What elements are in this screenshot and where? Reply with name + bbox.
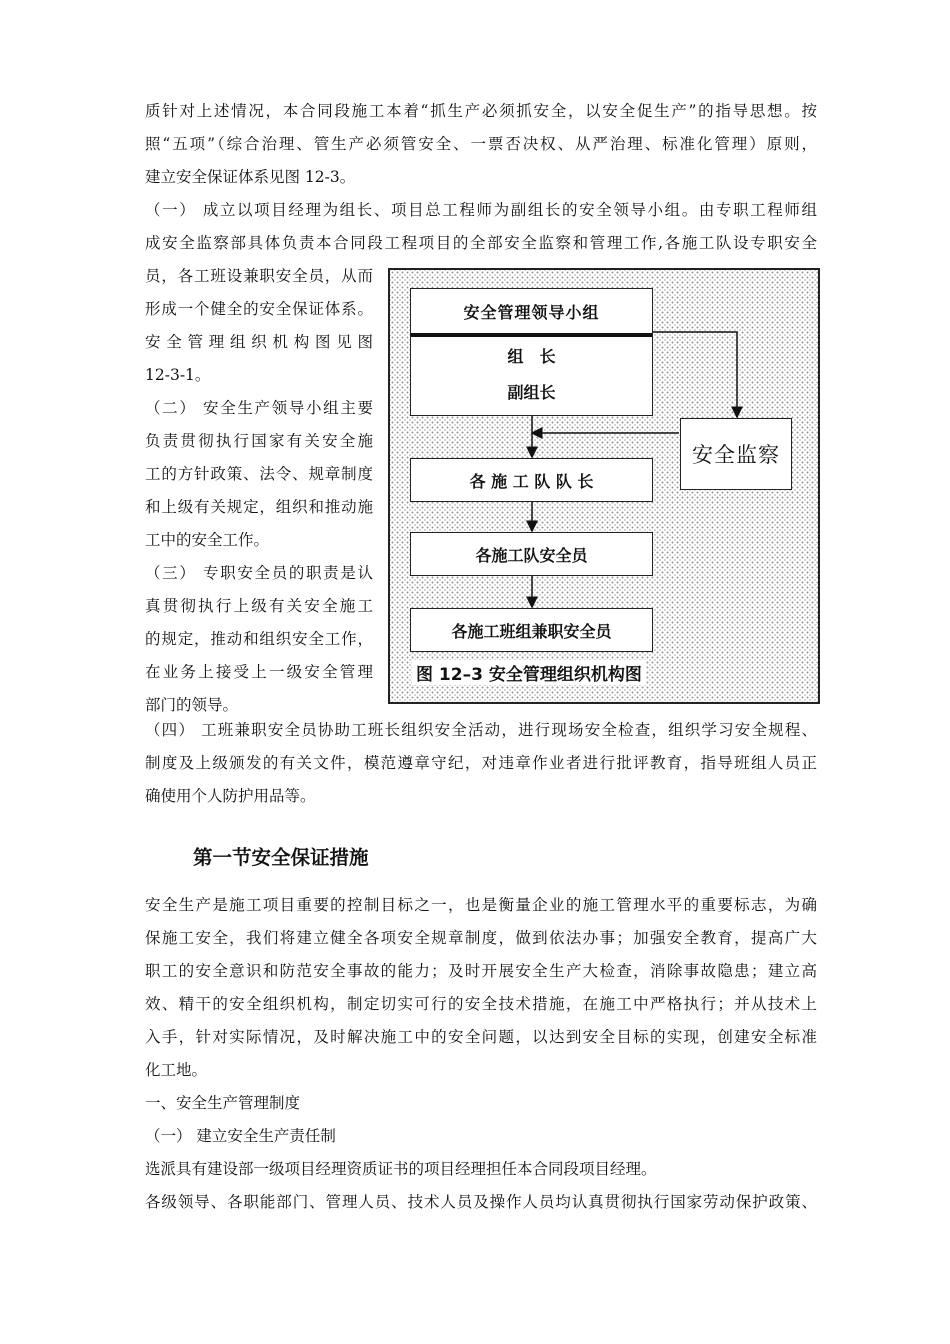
body-text-line: 入手，针对实际情况，及时解决施工中的安全问题，以达到安全目标的实现，创建安全标准 [145, 1028, 817, 1046]
side-text-line: 工的方针政策、法令、规章制度 [145, 465, 373, 483]
side-text-line: 部门的领导。 [145, 696, 239, 714]
figure-caption: 图 12–3 安全管理组织机构图 [412, 660, 646, 685]
body-text-line: 确使用个人防护用品等。 [145, 787, 316, 805]
side-text-line: 在业务上接受上一级安全管理 [145, 663, 373, 681]
side-text-line: 的规定，推动和组织安全工作， [145, 630, 373, 648]
team-safety-officer-box: 各施工队安全员 [410, 532, 653, 576]
body-text-line: 职工的安全意识和防范安全事故的能力；及时开展安全生产大检查，消除事故隐患；建立高 [145, 962, 817, 980]
body-text-line: 效、精干的安全组织机构，制定切实可行的安全技术措施，在施工中严格执行；并从技术上 [145, 995, 817, 1013]
side-text-line: 形成一个健全的安全保证体系。 [145, 300, 373, 318]
leader-group-title: 安全管理领导小组 [463, 302, 600, 322]
leader-role-head: 组 长 [507, 346, 556, 366]
section-heading: 第一节安全保证措施 [193, 846, 369, 869]
side-text-line: （三） 专职安全员的职责是认 [145, 564, 373, 582]
body-text-line: 成安全监察部具体负责本合同段工程项目的全部安全监察和管理工作,各施工队设专职安全 [145, 234, 817, 252]
body-text-line: （一） 成立以项目经理为组长、项目总工程师为副组长的安全领导小组。由专职工程师组 [145, 201, 817, 219]
body-text-line: 建立安全保证体系见图 12-3。 [145, 168, 356, 186]
arrow-leader-to-supervision [653, 332, 737, 417]
side-text-line: 员，各工班设兼职安全员，从而 [145, 267, 373, 285]
body-text-line: 各级领导、各职能部门、管理人员、技术人员及操作人员均认真贯彻执行国家劳动保护政策、 [145, 1193, 817, 1211]
side-text-line: 12-3-1。 [145, 366, 211, 384]
leader-role-deputy: 副组长 [507, 382, 556, 402]
leader-group-box [410, 288, 653, 416]
org-chart-figure [388, 268, 820, 704]
side-text-line: 负责贯彻执行国家有关安全施 [145, 432, 373, 450]
body-text-line: 制度及上级颁发的有关文件，模范遵章守纪，对违章作业者进行批评教育，指导班组人员正 [145, 754, 817, 772]
side-text-line: 工中的安全工作。 [145, 531, 270, 549]
body-text-line: （一） 建立安全生产责任制 [145, 1127, 336, 1145]
side-text-line: 真贯彻执行上级有关安全施工 [145, 597, 373, 615]
subsection-title: 一、安全生产管理制度 [145, 1094, 301, 1112]
body-text-line: 化工地。 [145, 1061, 208, 1079]
team-leader-box: 各 施 工 队 队 长 [410, 458, 653, 502]
crew-safety-officer-box: 各施工班组兼职安全员 [410, 608, 653, 652]
body-text-line: （四） 工班兼职安全员协助工班长组织安全活动，进行现场安全检查，组织学习安全规程、 [145, 721, 817, 739]
side-text-line: 和上级有关规定，组织和推动施 [145, 498, 373, 516]
body-text-line: 选派具有建设部一级项目经理资质证书的项目经理担任本合同段项目经理。 [145, 1160, 657, 1178]
body-text-line: 质针对上述情况，本合同段施工本着“抓生产必须抓安全，以安全促生产”的指导思想。按 [145, 102, 817, 120]
body-text-line: 保施工安全，我们将建立健全各项安全规章制度，做到依法办事；加强安全教育，提高广大 [145, 929, 817, 947]
safety-supervision-box: 安全监察 [680, 418, 792, 490]
side-text-line: 安全管理组织机构图见图 [145, 333, 373, 351]
body-text-line: 照“五项”（综合治理、管生产必须管安全、一票否决权、从严治理、标准化管理）原则， [145, 135, 817, 153]
body-text-line: 安全生产是施工项目重要的控制目标之一，也是衡量企业的施工管理水平的重要标志，为确 [145, 896, 817, 914]
side-text-line: （二） 安全生产领导小组主要 [145, 399, 373, 417]
